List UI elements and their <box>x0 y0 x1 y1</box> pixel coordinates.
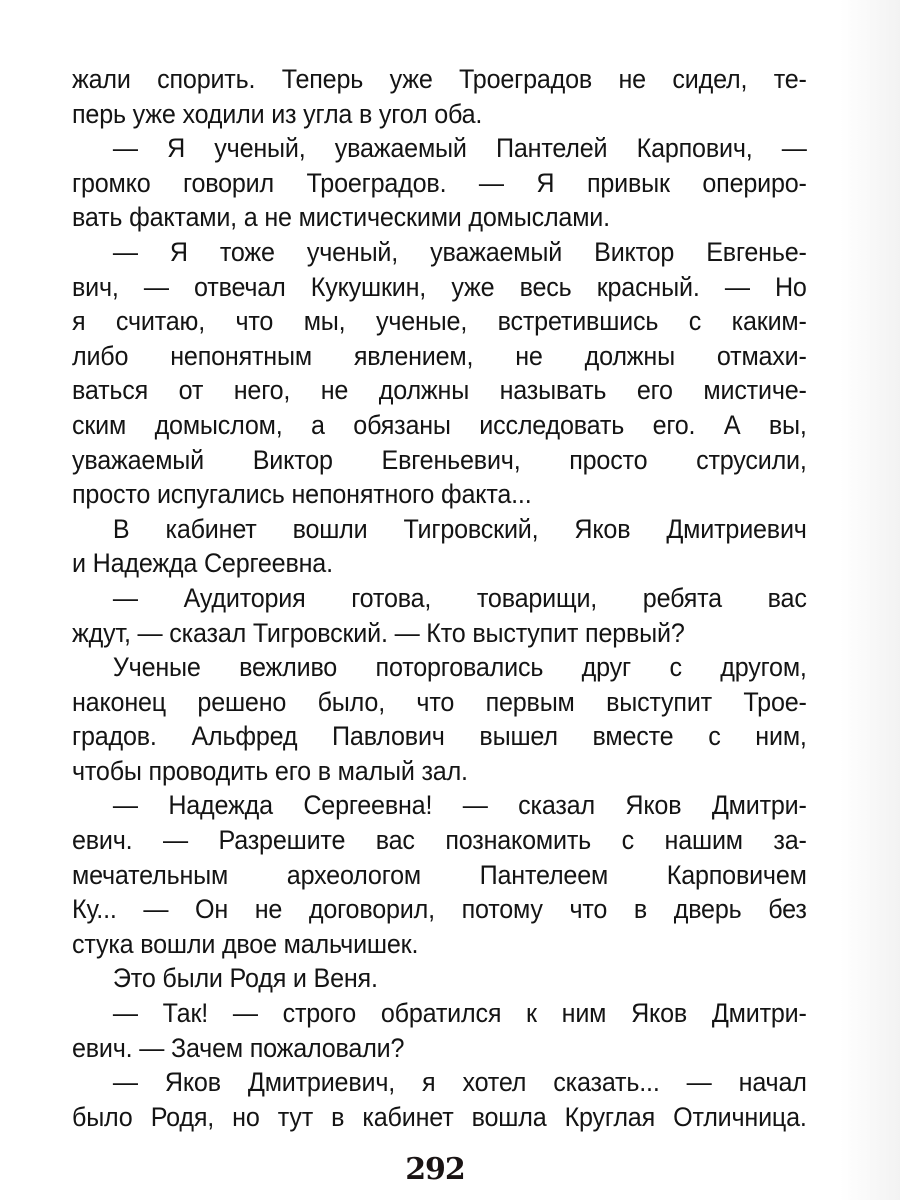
text-line: просто испугались непонятного факта... <box>72 479 532 510</box>
text-line: Это были Родя и Веня. <box>112 963 378 994</box>
text-line: Ученые вежливо поторговались друг с другом, <box>112 652 807 683</box>
text-line: В кабинет вошли Тигровский, Яков Дмитриевич <box>112 513 807 544</box>
text-line: уважаемый Виктор Евгеньевич, просто струсили, <box>72 444 807 475</box>
text-line: — Так! — строго обратился к ним Яков Дмитри- <box>112 998 807 1029</box>
text-line: вать фактами, а не мистическими домыслами. <box>72 202 610 233</box>
text-line: мечательным археологом Пантелеем Карповичем <box>72 859 807 890</box>
text-line: — Я тоже ученый, уважаемый Виктор Евгенье- <box>112 236 807 267</box>
text-line: наконец решено было, что первым выступит Трое- <box>72 686 807 717</box>
text-line: громко говорил Троеградов. — Я привык опериро- <box>72 167 807 198</box>
text-line: ждут, — сказал Тигровский. — Кто выступит первый? <box>72 617 685 648</box>
page-number: 292 <box>405 1152 465 1187</box>
text-line: перь уже ходили из угла в угол оба. <box>72 98 483 129</box>
text-line: градов. Альфред Павлович вышел вместе с ним, <box>72 721 807 752</box>
text-line: я считаю, что мы, ученые, встретившись с каким- <box>72 306 807 337</box>
text-line: — Яков Дмитриевич, я хотел сказать... — начал <box>112 1067 807 1098</box>
text-line: — Аудитория готова, товарищи, ребята вас <box>112 582 807 613</box>
text-line: вич, — отвечал Кукушкин, уже весь красный. — Но <box>72 271 807 302</box>
page-edge-shadow <box>840 0 900 1200</box>
text-line: евич. — Разрешите вас познакомить с нашим за- <box>72 825 807 856</box>
text-line: евич. — Зачем пожаловали? <box>72 1032 405 1063</box>
text-line: жали спорить. Теперь уже Троеградов не сидел, те- <box>72 64 807 94</box>
body-text <box>72 62 807 1134</box>
text-line: чтобы проводить его в малый зал. <box>72 755 468 786</box>
text-line: стука вошли двое мальчишек. <box>72 928 419 959</box>
text-line: — Я ученый, уважаемый Пантелей Карпович, — <box>112 133 807 164</box>
text-line: ваться от него, не должны называть его мистиче- <box>72 375 807 406</box>
text-line: — Надежда Сергеевна! — сказал Яков Дмитри- <box>112 790 807 821</box>
text-line: было Родя, но тут в кабинет вошла Круглая Отличница. <box>72 1101 807 1132</box>
text-line: либо непонятным явлением, не должны отмахи- <box>72 340 807 371</box>
text-line: и Надежда Сергеевна. <box>72 548 333 579</box>
text-line: Ку... — Он не договорил, потому что в дверь без <box>72 894 807 925</box>
text-line: ским домыслом, а обязаны исследовать его. А вы, <box>72 409 807 440</box>
